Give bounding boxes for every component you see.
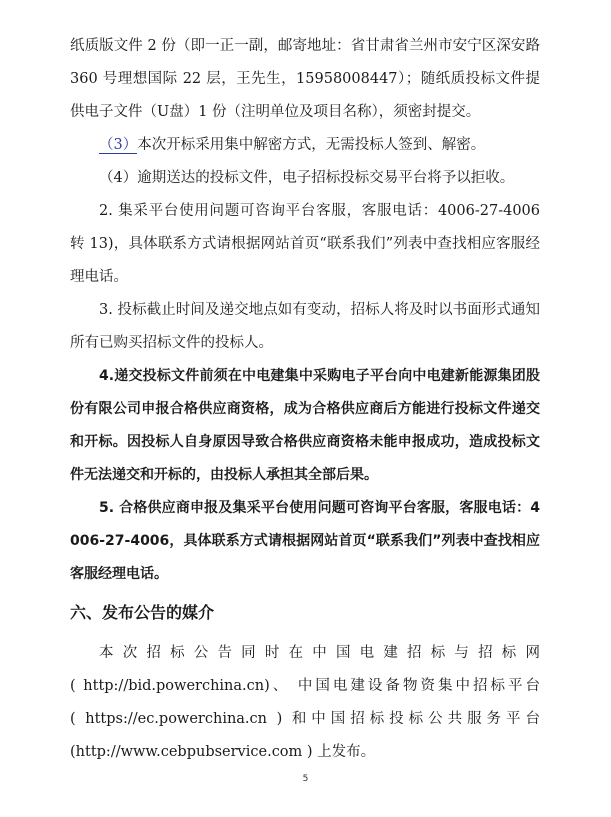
paragraph-late-submission: （4）逾期送达的投标文件，电子招标投标交易平台将予以拒收。 xyxy=(99,170,515,186)
media-line-1: 本次招标公告同时在中国电建招标与招标网 xyxy=(99,645,540,661)
item-marker-3: （3） xyxy=(99,137,138,153)
paragraph-decryption xyxy=(70,129,540,162)
media-line-4: (http://www.cebpubservice.com ) 上发布。 xyxy=(70,744,376,760)
document-body xyxy=(70,30,540,769)
section-heading-media: 六、发布公告的媒介 xyxy=(70,603,215,622)
paragraph-mailing-address: 纸质版文件 2 份（即一正一副，邮寄地址：省甘肃省兰州市安宁区深安路 360 号理想国际 22 层，王先生，15958008447）；随纸质投标文件提供电子文件（U盘）1 份（注明单位及项目名称），须密封提交。 xyxy=(70,38,540,120)
paragraph-deadline-change: 3. 投标截止时间及递交地点如有变动，招标人将及时以书面形式通知所有已购买招标文件的投标人。 xyxy=(70,302,540,351)
media-line-2: ( http://bid.powerchina.cn)、 中国电建设备物资集中招标平台 xyxy=(70,678,540,694)
paragraph-supplier-support: 5. 合格供应商申报及集采平台使用问题可咨询平台客服，客服电话：4006-27-4006，具体联系方式请根据网站首页“联系我们”列表中查找相应客服经理电话。 xyxy=(70,500,540,582)
paragraph-supplier-qualification: 4.递交投标文件前须在中电建集中采购电子平台向中电建新能源集团股份有限公司申报合格供应商资格，成为合格供应商后方能进行投标文件递交和开标。因投标人自身原因导致合格供应商资格未能申报成功，造成投标文件无法递交和开标的，由投标人承担其全部后果。 xyxy=(70,368,540,483)
media-line-3: ( https://ec.powerchina.cn ) 和中国招标投标公共服务平台 xyxy=(70,711,540,727)
page-number: 5 xyxy=(302,774,309,784)
paragraph-platform-support: 2. 集采平台使用问题可咨询平台客服，客服电话：4006-27-4006 转 13)，具体联系方式请根据网站首页“联系我们”列表中查找相应客服经理电话。 xyxy=(70,203,540,285)
paragraph-decryption-text: 本次开标采用集中解密方式，无需投标人签到、解密。 xyxy=(137,137,486,153)
